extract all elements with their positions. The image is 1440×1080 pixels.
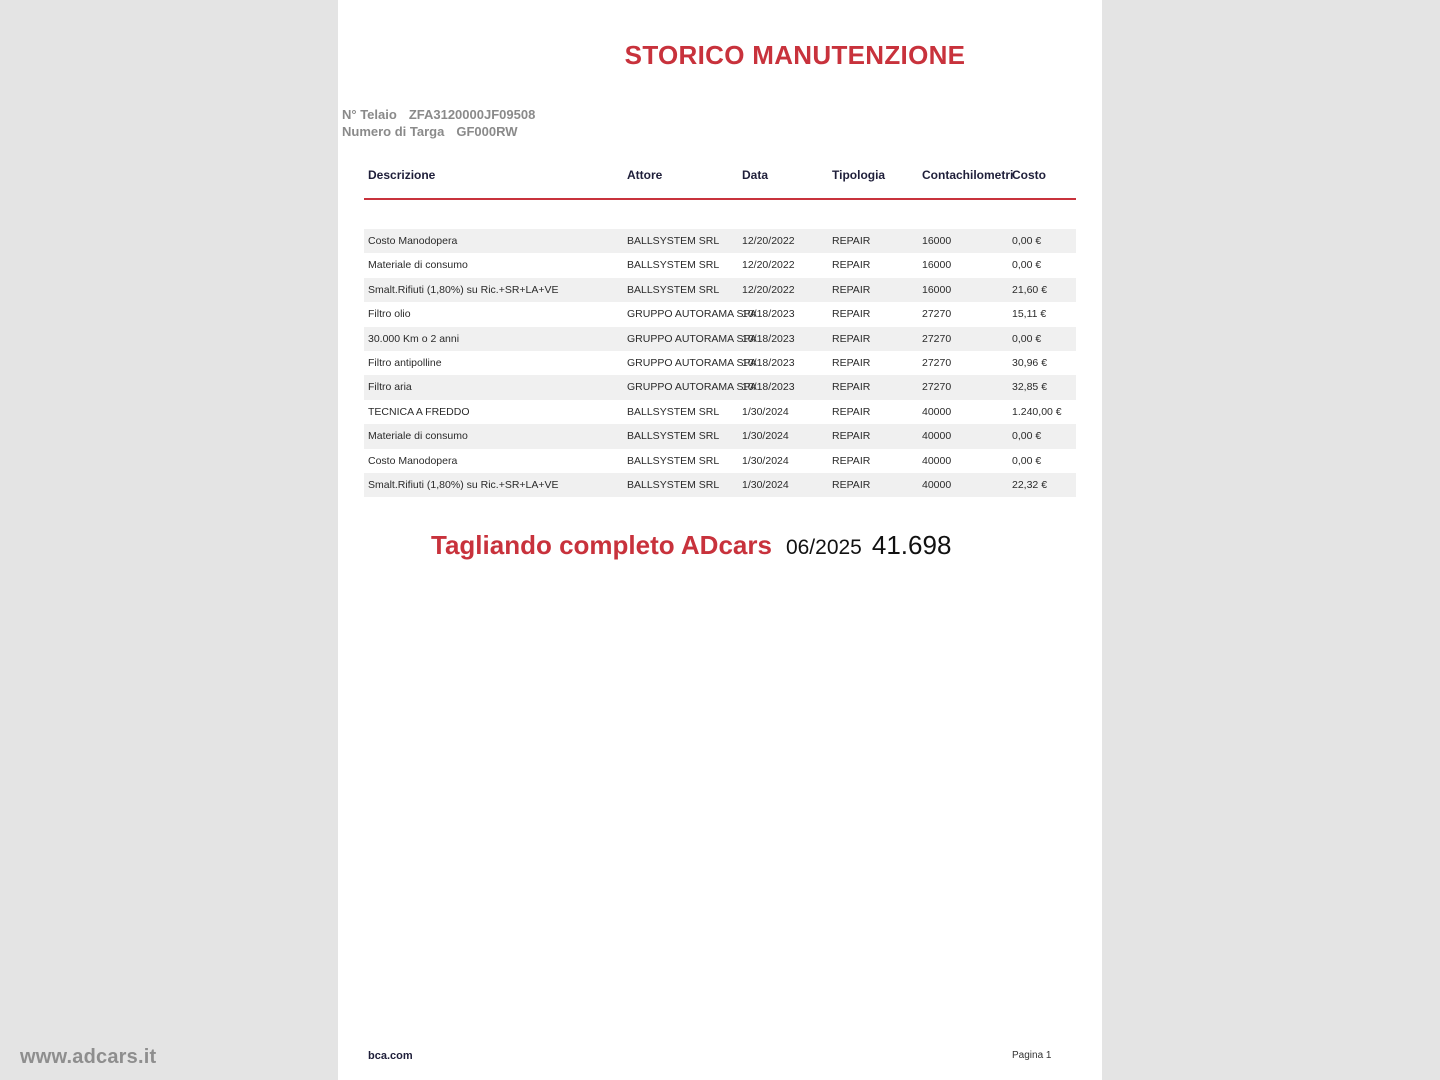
- cell-costo: 22,32 €: [1012, 478, 1048, 491]
- table-row: [364, 449, 1076, 473]
- cell-tipologia: REPAIR: [832, 356, 871, 369]
- header-descrizione: Descrizione: [368, 168, 436, 182]
- table-row: [364, 400, 1076, 424]
- cell-data: 10/18/2023: [742, 356, 795, 369]
- service-km: 41.698: [871, 530, 952, 560]
- cell-descrizione: Materiale di consumo: [368, 259, 468, 272]
- cell-attore: GRUPPO AUTORAMA SPA: [627, 308, 757, 321]
- cell-descrizione: Materiale di consumo: [368, 430, 468, 443]
- cell-descrizione: 30.000 Km o 2 anni: [368, 332, 460, 345]
- cell-tipologia: REPAIR: [832, 478, 871, 491]
- cell-attore: BALLSYSTEM SRL: [627, 405, 720, 418]
- cell-attore: BALLSYSTEM SRL: [627, 259, 720, 272]
- cell-tipologia: REPAIR: [832, 430, 871, 443]
- cell-attore: BALLSYSTEM SRL: [627, 283, 720, 296]
- cell-data: 12/20/2022: [742, 283, 795, 296]
- targa-value: GF000RW: [456, 124, 518, 139]
- cell-contachilometri: 27270: [922, 332, 952, 345]
- cell-contachilometri: 16000: [922, 283, 952, 296]
- table-row: [364, 375, 1076, 399]
- cell-contachilometri: 40000: [922, 430, 952, 443]
- cell-data: 12/20/2022: [742, 235, 795, 247]
- header-contachilometri: Contachilometri: [922, 168, 1014, 182]
- cell-descrizione: Costo Manodopera: [368, 454, 458, 467]
- table-row: [364, 327, 1076, 351]
- cell-data: 1/30/2024: [742, 454, 789, 467]
- cell-data: 10/18/2023: [742, 308, 795, 321]
- telaio-line: [342, 107, 535, 122]
- cell-tipologia: REPAIR: [832, 454, 871, 467]
- cell-contachilometri: 16000: [922, 259, 952, 272]
- cell-costo: 0,00 €: [1012, 454, 1042, 467]
- cell-tipologia: REPAIR: [832, 381, 871, 394]
- cell-tipologia: REPAIR: [832, 259, 871, 272]
- cell-tipologia: REPAIR: [832, 235, 871, 247]
- cell-contachilometri: 40000: [922, 405, 952, 418]
- cell-descrizione: Smalt.Rifiuti (1,80%) su Ric.+SR+LA+VE: [368, 478, 559, 491]
- cell-contachilometri: 27270: [922, 381, 952, 394]
- cell-attore: BALLSYSTEM SRL: [627, 430, 720, 443]
- service-date: 06/2025: [785, 536, 862, 559]
- telaio-value: ZFA3120000JF09508: [408, 107, 536, 122]
- footer-company: bca.com: [368, 1050, 413, 1062]
- cell-descrizione: Filtro olio: [368, 308, 411, 321]
- table-row: [364, 278, 1076, 302]
- table-header: [364, 160, 1076, 200]
- header-data: Data: [742, 168, 769, 182]
- cell-contachilometri: 27270: [922, 308, 952, 321]
- cell-costo: 32,85 €: [1012, 381, 1048, 394]
- cell-attore: GRUPPO AUTORAMA SPA: [627, 332, 757, 345]
- targa-line: [342, 124, 518, 139]
- table-row: [364, 424, 1076, 448]
- cell-descrizione: Filtro antipolline: [368, 356, 442, 369]
- cell-descrizione: Filtro aria: [368, 381, 412, 394]
- cell-data: 1/30/2024: [742, 430, 789, 443]
- table-body: [364, 229, 1076, 497]
- header-costo: Costo: [1012, 168, 1046, 182]
- table-row: [364, 253, 1076, 277]
- cell-contachilometri: 16000: [922, 235, 952, 247]
- cell-descrizione: Smalt.Rifiuti (1,80%) su Ric.+SR+LA+VE: [368, 283, 559, 296]
- table-row: [364, 473, 1076, 497]
- cell-attore: GRUPPO AUTORAMA SPA: [627, 381, 757, 394]
- cell-data: 10/18/2023: [742, 381, 795, 394]
- cell-costo: 0,00 €: [1012, 259, 1042, 272]
- header-attore: Attore: [627, 168, 663, 182]
- maintenance-table: [364, 160, 1076, 497]
- cell-costo: 0,00 €: [1012, 235, 1042, 247]
- targa-label: Numero di Targa: [342, 124, 445, 139]
- cell-costo: 21,60 €: [1012, 283, 1048, 296]
- footer-page-number: Pagina 1: [1012, 1050, 1052, 1061]
- cell-descrizione: Costo Manodopera: [368, 235, 458, 247]
- service-title: Tagliando completo ADcars: [431, 530, 772, 560]
- cell-attore: BALLSYSTEM SRL: [627, 235, 720, 247]
- cell-attore: BALLSYSTEM SRL: [627, 454, 720, 467]
- table-row: [364, 302, 1076, 326]
- cell-attore: BALLSYSTEM SRL: [627, 478, 720, 491]
- cell-data: 1/30/2024: [742, 405, 789, 418]
- cell-contachilometri: 40000: [922, 478, 952, 491]
- service-highlight: [431, 530, 951, 561]
- header-tipologia: Tipologia: [832, 168, 886, 182]
- cell-costo: 15,11 €: [1012, 308, 1047, 321]
- cell-costo: 1.240,00 €: [1012, 405, 1062, 418]
- document-page: [338, 0, 1102, 1080]
- cell-tipologia: REPAIR: [832, 283, 871, 296]
- cell-data: 10/18/2023: [742, 332, 795, 345]
- cell-descrizione: TECNICA A FREDDO: [368, 405, 470, 418]
- cell-contachilometri: 40000: [922, 454, 952, 467]
- cell-costo: 0,00 €: [1012, 332, 1042, 345]
- cell-costo: 30,96 €: [1012, 356, 1048, 369]
- cell-contachilometri: 27270: [922, 356, 952, 369]
- document-title: STORICO MANUTENZIONE: [624, 40, 966, 70]
- cell-tipologia: REPAIR: [832, 308, 871, 321]
- table-row: [364, 351, 1076, 375]
- cell-data: 1/30/2024: [742, 478, 789, 491]
- cell-data: 12/20/2022: [742, 259, 795, 272]
- site-watermark: www.adcars.it: [20, 1046, 157, 1068]
- cell-costo: 0,00 €: [1012, 430, 1042, 443]
- telaio-label: N° Telaio: [342, 107, 397, 122]
- cell-tipologia: REPAIR: [832, 332, 871, 345]
- cell-tipologia: REPAIR: [832, 405, 871, 418]
- table-row: [364, 229, 1076, 253]
- cell-attore: GRUPPO AUTORAMA SPA: [627, 356, 757, 369]
